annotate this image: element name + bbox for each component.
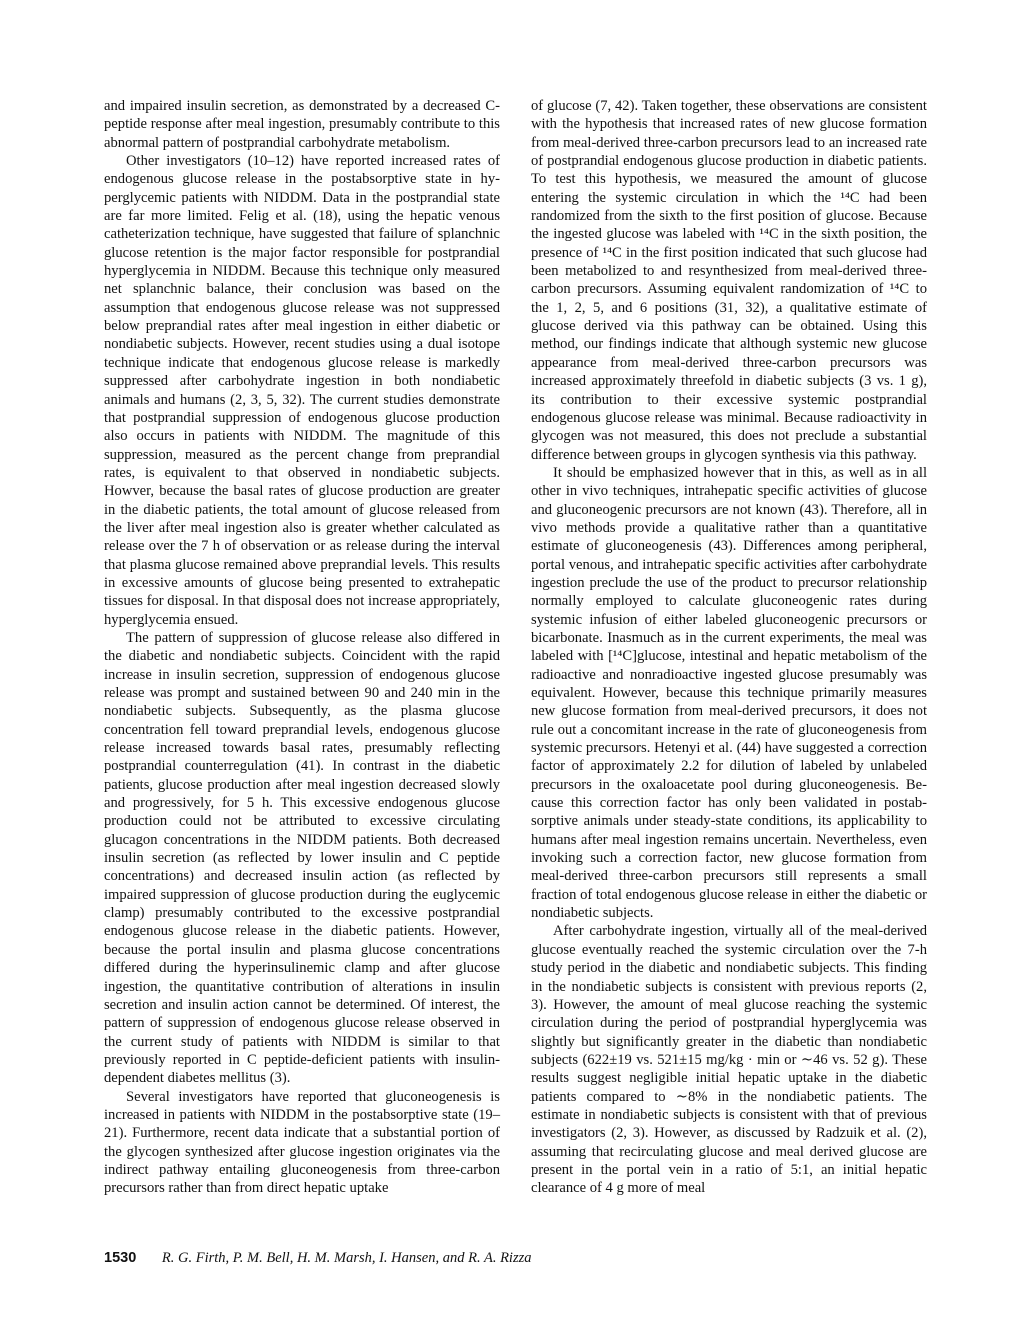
page-footer (104, 1250, 532, 1267)
paragraph: Several investigators have reported that gluconeogenesis is increased in patients with NIDDM in the postabsorptive state (19–21). Furthermore, recent data indicate that a substantial portion of the glycogen synthesized after glucose ingestion originates via the indirect pathway entailing gluconeogenesis from three-carbon precursors rather than from direct hepatic uptake (104, 1088, 500, 1197)
paragraph: and impaired insulin secretion, as demonstrated by a decreased C-peptide response after meal ingestion, presumably contribute to this abnormal pattern of postprandial carbohydrate metabolism. (104, 98, 500, 151)
page-number: 1530 (104, 1250, 137, 1266)
paragraph: After carbohydrate ingestion, virtually all of the meal-derived glucose eventually reached the systemic circulation over the 7-h study period in the diabetic and nondiabetic subjects. This finding in the nondiabetic subjects is consistent with previous reports (2, 3). However, the amount of meal glucose reaching the systemic circulation during the period of postprandial hyperglycemia was slightly but significantly greater in the diabetic than nondiabetic subjects (622±19 vs. 521±15 mg/kg · min or ∼46 vs. 52 g). These results suggest negligible initial hepatic uptake in the diabetic patients compared to ∼8% in the nondiabetic patients. The estimate in nondiabetic subjects is consistent with that of previous investigators (2, 3). However, as discussed by Radzuik et al. (2), assuming that recirculating glucose and meal derived glucose are present in the portal vein in a ratio of 5:1, an initial hepatic clearance of 4 g more of meal (531, 923, 927, 1197)
running-authors: R. G. Firth, P. M. Bell, H. M. Marsh, I. Hansen, and R. A. Rizza (161, 1250, 532, 1266)
left-column (104, 97, 500, 1198)
paragraph: The pattern of suppression of glucose release also differed in the diabetic and nondiabetic subjects. Coincident with the rapid increase in insulin secretion, suppression of endogenous glucose release was prompt and sustained between 90 and 240 min in the nondiabetic subjects. Subsequently, as the plasma glucose concentration fell toward preprandial levels, endogenous glucose release increased towards basal rates, presumably reflecting postprandial counterregulation (41). In contrast in the diabetic patients, glucose production after meal ingestion decreased slowly and progressively, for 5 h. This excessive endogenous glucose production could not be attributed to excessive circulating glucagon concentrations in the NIDDM patients. Both decreased insulin secretion (as reflected by lower insulin and C peptide concentrations) and decreased insulin action (as reflected by impaired suppression of glucose production during the euglycemic clamp) presumably contributed to the excessive postprandial endogenous glucose release in the diabetic patients. However, because the portal insulin and plasma glucose concentrations differed during the hyperinsulinemic clamp and after glucose ingestion, the quantitative contribution of alterations in insulin secretion and insulin action cannot be determined. Of interest, the pattern of suppression of endogenous glucose release observed in the current study of patients with NIDDM is similar to that previously reported in C peptide-deficient patients with insulin-dependent diabetes mellitus (3). (104, 629, 500, 1087)
paragraph: Other investigators (10–12) have reported increased rates of endogenous glucose release in the postabsorptive state in hyperglycemic patients with NIDDM. Data in the postprandial state are far more limited. Felig et al. (18), using the hepatic venous catheterization technique, have suggested that failure of splanchnic glucose retention is the major factor responsible for postprandial hyperglycemia in NIDDM. Because this technique only measured net splanchnic balance, their conclusion was based on the assumption that endogenous glucose release was not suppressed below preprandial rates after meal ingestion in either diabetic or nondiabetic subjects. However, recent studies using a dual isotope technique indicate that endogenous glucose release is markedly suppressed after carbohydrate ingestion in both nondiabetic animals and humans (2, 3, 5, 32). The current studies demonstrate that postprandial suppression of endogenous glucose production also occurs in patients with NIDDM. The magnitude of this suppression, measured as the percent change from preprandial rates, is equivalent to that observed in nondiabetic subjects. Howver, because the basal rates of glucose production are greater in the diabetic patients, the total amount of glucose released from the liver after meal ingestion also is greater whether calculated as release over the 7 h of observation or as release during the interval that plasma glucose remained above preprandial levels. This results in excessive amounts of glucose being presented to extrahepatic tissues for disposal. In that disposal does not increase appropriately, hyperglycemia ensued. (104, 153, 500, 628)
paragraph: of glucose (7, 42). Taken together, these observations are consistent with the hypothesis that increased rates of new glucose formation from meal-derived three-carbon precursors lead to an increased rate of postprandial endogenous glucose production in diabetic patients. To test this hypothesis, we measured the amount of glucose entering the systemic circulation in which the ¹⁴C had been randomized from the sixth to the first position of glucose. Because the ingested glucose was labeled with ¹⁴C in the sixth position, the presence of ¹⁴C in the first position indicated that such glucose had been metabolized to and resynthesized from meal-derived three-carbon precursors. Assuming equivalent randomization of ¹⁴C to the 1, 2, 5, and 6 positions (31, 32), a qualitative estimate of glucose derived via this pathway can be obtained. Using this method, our findings indicate that although systemic new glucose appearance from meal-derived three-carbon precursors was increased approximately threefold in diabetic subjects (3 vs. 1 g), its contribution to their excessive systemic postprandial endogenous glucose release was minimal. Because radioactivity in glycogen was not measured, this does not preclude a substantial difference between groups in glycogen synthesis via this pathway. (531, 98, 927, 463)
right-column (531, 97, 927, 1198)
paragraph: It should be emphasized however that in this, as well as in all other in vivo techniques, intrahepatic specific activities of glucose and gluconeogenic precursors are not known (43). Therefore, all in vivo methods provide a qualitative rather than a quantitative estimate of gluconeogenesis (43). Differences among peripheral, portal venous, and intrahepatic specific activities after carbohydrate ingestion preclude the use of the product to precursor relationship normally employed to calculate gluconeogenic rates during systemic infusion of either labeled gluconeogenic precursors or bicarbonate. Inasmuch as in the current experiments, the meal was labeled with [¹⁴C]glucose, intestinal and hepatic metabolism of the radioactive and nonradioactive ingested glucose presumably was equivalent. However, because this technique primarily measures new glucose formation from meal-derived precursors, it does not rule out a concomitant increase in the rate of gluconeogenesis from systemic precursors. Hetenyi et al. (44) have suggested a correction factor of approximately 2.2 for dilution of labeled by unlabeled precursors in the oxaloacetate pool during gluconeogenesis. Because this correction factor has only been validated in postabsorptive animals under steady-state conditions, its applicability to humans after meal ingestion remains uncertain. Nevertheless, even invoking such a correction factor, new glucose formation from meal-derived three-carbon precursors still represents a small fraction of total endogenous glucose release in either the diabetic or nondiabetic subjects. (531, 464, 927, 922)
